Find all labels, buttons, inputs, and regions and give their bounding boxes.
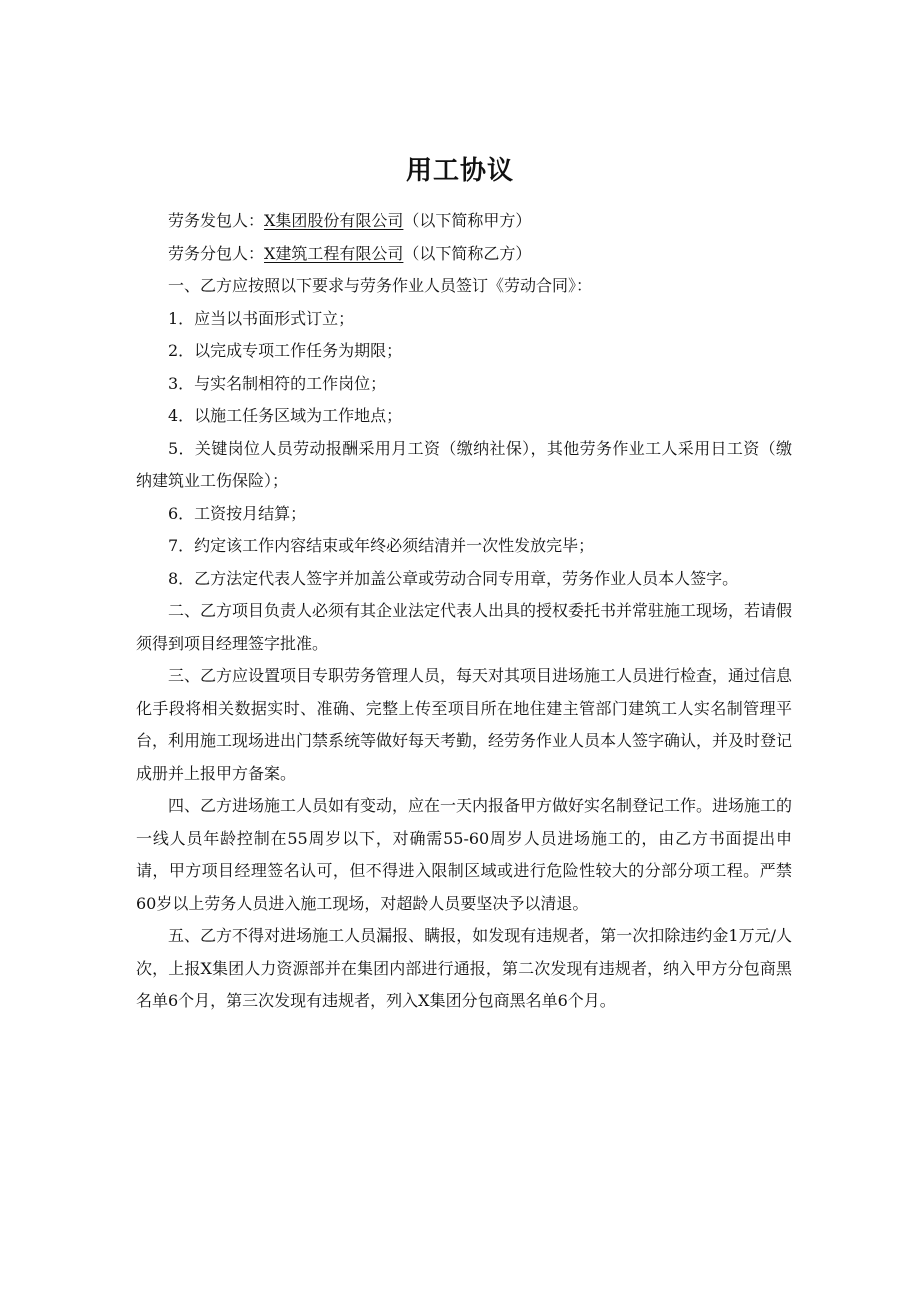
party-a-label: 劳务发包人： <box>168 211 265 230</box>
party-b-name: X建筑工程有限公司 <box>264 243 404 263</box>
party-b-label: 劳务分包人： <box>168 243 265 263</box>
document-title: 用工协议 <box>405 156 514 186</box>
party-b-note: （以下简称乙方） <box>403 243 532 263</box>
document-body <box>136 205 792 1018</box>
section-2: 二、乙方项目负责人必须有其企业法定代表人出具的授权委托书并常驻施工现场，若请假须得到项目经理签字批准。 <box>136 601 793 653</box>
party-a-line <box>136 205 792 238</box>
party-b-line <box>136 238 792 271</box>
section-4: 四、乙方进场施工人员如有变动，应在一天内报备甲方做好实名制登记工作。进场施工的一线人员年龄控制在55周岁以下，对确需55-60周岁人员进场施工的，由乙方书面提出申请，甲方项目经理签名认可，但不得进入限制区域或进行危险性较大的分部分项工程。严禁60岁以上劳务人员进入施工现场，对超龄人员要坚决予以清退。 <box>136 796 793 913</box>
section-3: 三、乙方应设置项目专职劳务管理人员，每天对其项目进场施工人员进行检查，通过信息化手段将相关数据实时、准确、完整上传至项目所在地住建主管部门建筑工人实名制管理平台，利用施工现场进出门禁系统等做好每天考勤，经劳务作业人员本人签字确认，并及时登记成册并上报甲方备案。 <box>136 666 793 783</box>
party-a-note: （以下简称甲方） <box>403 211 532 230</box>
section-1: 一、乙方应按照以下要求与劳务作业人员签订《劳动合同》： <box>168 276 593 295</box>
section-5: 五、乙方不得对进场施工人员漏报、瞒报，如发现有违规者，第一次扣除违约金1万元/人次，上报X集团人力资源部并在集团内部进行通报，第二次发现有违规者，纳入甲方分包商黑名单6个月，第三次发现有违规者，列入X集团分包商黑名单6个月。 <box>136 926 792 1010</box>
list-item-5: 5．关键岗位人员劳动报酬采用月工资（缴纳社保），其他劳务作业工人采用日工资（缴纳建筑业工伤保险）； <box>136 438 792 490</box>
list-item-3: 3．与实名制相符的工作岗位； <box>168 373 387 393</box>
party-a-name: X集团股份有限公司 <box>264 211 404 230</box>
list-item-6: 6．工资按月结算； <box>168 503 307 523</box>
list-item-2: 2．以完成专项工作任务为期限； <box>168 341 403 360</box>
list-item-1: 1．应当以书面形式订立； <box>168 308 355 328</box>
list-item-7: 7．约定该工作内容结束或年终必须结清并一次性发放完毕； <box>168 536 595 555</box>
list-item-8: 8．乙方法定代表人签字并加盖公章或劳动合同专用章，劳务作业人员本人签字。 <box>168 568 739 588</box>
list-item-4: 4．以施工任务区域为工作地点； <box>168 406 403 425</box>
